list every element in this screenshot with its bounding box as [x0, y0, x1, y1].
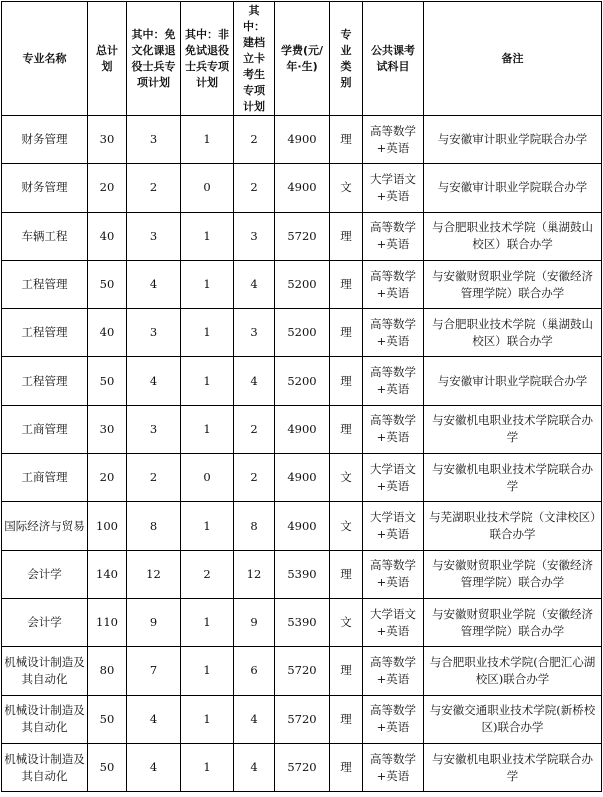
- major-cell: 工程管理: [2, 357, 88, 405]
- total-cell: 20: [88, 164, 127, 212]
- exam-subjects-cell: 大学语文+英语: [363, 454, 424, 502]
- poverty-plan-cell: 2: [234, 405, 275, 453]
- exam-subjects-cell: 高等数学+英语: [363, 695, 424, 743]
- category-cell: 理: [330, 116, 363, 164]
- note-cell: 与安徽财贸职业学院（安徽经济管理学院）联合办学: [424, 260, 602, 308]
- header-non-exempt-plan: 其中：非免试退役士兵专项计划: [181, 2, 234, 116]
- non-exempt-plan-cell: 1: [181, 405, 234, 453]
- non-exempt-plan-cell: 1: [181, 212, 234, 260]
- note-cell: 与安徽机电职业技术学院联合办学: [424, 454, 602, 502]
- major-cell: 工商管理: [2, 405, 88, 453]
- note-cell: 与安徽财贸职业学院（安徽经济管理学院）联合办学: [424, 550, 602, 598]
- exam-subjects-cell: 高等数学+英语: [363, 743, 424, 791]
- total-cell: 50: [88, 695, 127, 743]
- exempt-plan-cell: 3: [127, 212, 181, 260]
- category-cell: 理: [330, 550, 363, 598]
- category-cell: 理: [330, 212, 363, 260]
- tuition-cell: 4900: [275, 116, 330, 164]
- category-cell: 文: [330, 164, 363, 212]
- table-row: [2, 260, 602, 308]
- non-exempt-plan-cell: 1: [181, 598, 234, 646]
- note-cell: 与安徽交通职业技术学院(新桥校区)联合办学: [424, 695, 602, 743]
- category-cell: 理: [330, 743, 363, 791]
- total-cell: 140: [88, 550, 127, 598]
- note-cell: 与安徽机电职业技术学院联合办学: [424, 405, 602, 453]
- header-major: 专业名称: [2, 2, 88, 116]
- note-cell: 与合肥职业技术学院(合肥汇心湖校区)联合办学: [424, 647, 602, 695]
- major-cell: 会计学: [2, 550, 88, 598]
- header-exempt-plan: 其中：免文化课退役士兵专项计划: [127, 2, 181, 116]
- poverty-plan-cell: 6: [234, 647, 275, 695]
- poverty-plan-cell: 4: [234, 695, 275, 743]
- tuition-cell: 5720: [275, 212, 330, 260]
- exempt-plan-cell: 2: [127, 164, 181, 212]
- exam-subjects-cell: 高等数学+英语: [363, 116, 424, 164]
- tuition-cell: 5720: [275, 647, 330, 695]
- table-row: [2, 309, 602, 357]
- non-exempt-plan-cell: 1: [181, 743, 234, 791]
- table-row: [2, 598, 602, 646]
- poverty-plan-cell: 8: [234, 502, 275, 550]
- category-cell: 理: [330, 260, 363, 308]
- exempt-plan-cell: 4: [127, 260, 181, 308]
- category-cell: 文: [330, 454, 363, 502]
- exam-subjects-cell: 高等数学+英语: [363, 405, 424, 453]
- exam-subjects-cell: 大学语文+英语: [363, 502, 424, 550]
- major-cell: 机械设计制造及其自动化: [2, 647, 88, 695]
- table-body: [2, 116, 602, 792]
- note-cell: 与安徽机电职业技术学院联合办学: [424, 743, 602, 791]
- enrollment-plan-table: [1, 1, 602, 792]
- exempt-plan-cell: 7: [127, 647, 181, 695]
- header-total: 总计划: [88, 2, 127, 116]
- exam-subjects-cell: 高等数学+英语: [363, 260, 424, 308]
- non-exempt-plan-cell: 0: [181, 454, 234, 502]
- major-cell: 国际经济与贸易: [2, 502, 88, 550]
- header-notes: 备注: [424, 2, 602, 116]
- table-row: [2, 405, 602, 453]
- header-tuition: 学费(元/年·生): [275, 2, 330, 116]
- exempt-plan-cell: 3: [127, 309, 181, 357]
- major-cell: 工程管理: [2, 260, 88, 308]
- tuition-cell: 5390: [275, 550, 330, 598]
- header-poverty-plan: 其中：建档立卡考生专项计划: [234, 2, 275, 116]
- non-exempt-plan-cell: 1: [181, 502, 234, 550]
- category-cell: 理: [330, 357, 363, 405]
- note-cell: 与芜湖职业技术学院（文津校区）联合办学: [424, 502, 602, 550]
- tuition-cell: 5200: [275, 357, 330, 405]
- table-row: [2, 454, 602, 502]
- non-exempt-plan-cell: 1: [181, 116, 234, 164]
- exam-subjects-cell: 高等数学+英语: [363, 357, 424, 405]
- poverty-plan-cell: 4: [234, 357, 275, 405]
- table-row: [2, 550, 602, 598]
- total-cell: 50: [88, 357, 127, 405]
- category-cell: 理: [330, 405, 363, 453]
- total-cell: 40: [88, 212, 127, 260]
- major-cell: 机械设计制造及其自动化: [2, 695, 88, 743]
- tuition-cell: 4900: [275, 164, 330, 212]
- major-cell: 财务管理: [2, 116, 88, 164]
- table-row: [2, 695, 602, 743]
- poverty-plan-cell: 2: [234, 116, 275, 164]
- exam-subjects-cell: 高等数学+英语: [363, 212, 424, 260]
- exempt-plan-cell: 8: [127, 502, 181, 550]
- exam-subjects-cell: 高等数学+英语: [363, 647, 424, 695]
- exempt-plan-cell: 4: [127, 743, 181, 791]
- non-exempt-plan-cell: 1: [181, 695, 234, 743]
- exempt-plan-cell: 3: [127, 116, 181, 164]
- poverty-plan-cell: 2: [234, 164, 275, 212]
- major-cell: 财务管理: [2, 164, 88, 212]
- total-cell: 20: [88, 454, 127, 502]
- table-row: [2, 164, 602, 212]
- exempt-plan-cell: 12: [127, 550, 181, 598]
- exam-subjects-cell: 大学语文+英语: [363, 164, 424, 212]
- table-row: [2, 116, 602, 164]
- total-cell: 110: [88, 598, 127, 646]
- table-row: [2, 502, 602, 550]
- non-exempt-plan-cell: 2: [181, 550, 234, 598]
- tuition-cell: 5200: [275, 309, 330, 357]
- header-exam-subjects: 公共课考试科目: [363, 2, 424, 116]
- note-cell: 与安徽审计职业学院联合办学: [424, 164, 602, 212]
- exam-subjects-cell: 高等数学+英语: [363, 309, 424, 357]
- non-exempt-plan-cell: 1: [181, 647, 234, 695]
- note-cell: 与合肥职业技术学院（巢湖鼓山校区）联合办学: [424, 309, 602, 357]
- major-cell: 会计学: [2, 598, 88, 646]
- tuition-cell: 4900: [275, 502, 330, 550]
- exam-subjects-cell: 高等数学+英语: [363, 550, 424, 598]
- exempt-plan-cell: 9: [127, 598, 181, 646]
- tuition-cell: 5720: [275, 743, 330, 791]
- header-row: [2, 2, 602, 116]
- note-cell: 与合肥职业技术学院（巢湖鼓山校区）联合办学: [424, 212, 602, 260]
- tuition-cell: 5200: [275, 260, 330, 308]
- total-cell: 50: [88, 743, 127, 791]
- total-cell: 50: [88, 260, 127, 308]
- table-row: [2, 357, 602, 405]
- non-exempt-plan-cell: 1: [181, 309, 234, 357]
- tuition-cell: 5390: [275, 598, 330, 646]
- poverty-plan-cell: 4: [234, 743, 275, 791]
- major-cell: 车辆工程: [2, 212, 88, 260]
- note-cell: 与安徽财贸职业学院（安徽经济管理学院）联合办学: [424, 598, 602, 646]
- poverty-plan-cell: 3: [234, 309, 275, 357]
- tuition-cell: 5720: [275, 695, 330, 743]
- poverty-plan-cell: 4: [234, 260, 275, 308]
- category-cell: 理: [330, 695, 363, 743]
- exempt-plan-cell: 3: [127, 405, 181, 453]
- category-cell: 文: [330, 502, 363, 550]
- category-cell: 文: [330, 598, 363, 646]
- total-cell: 30: [88, 116, 127, 164]
- exam-subjects-cell: 大学语文+英语: [363, 598, 424, 646]
- table-row: [2, 212, 602, 260]
- total-cell: 100: [88, 502, 127, 550]
- non-exempt-plan-cell: 1: [181, 260, 234, 308]
- poverty-plan-cell: 2: [234, 454, 275, 502]
- total-cell: 80: [88, 647, 127, 695]
- exempt-plan-cell: 4: [127, 357, 181, 405]
- tuition-cell: 4900: [275, 405, 330, 453]
- tuition-cell: 4900: [275, 454, 330, 502]
- total-cell: 30: [88, 405, 127, 453]
- exempt-plan-cell: 4: [127, 695, 181, 743]
- table-row: [2, 647, 602, 695]
- non-exempt-plan-cell: 0: [181, 164, 234, 212]
- poverty-plan-cell: 12: [234, 550, 275, 598]
- exempt-plan-cell: 2: [127, 454, 181, 502]
- major-cell: 机械设计制造及其自动化: [2, 743, 88, 791]
- note-cell: 与安徽审计职业学院联合办学: [424, 116, 602, 164]
- note-cell: 与安徽审计职业学院联合办学: [424, 357, 602, 405]
- total-cell: 40: [88, 309, 127, 357]
- table-row: [2, 743, 602, 791]
- non-exempt-plan-cell: 1: [181, 357, 234, 405]
- major-cell: 工程管理: [2, 309, 88, 357]
- major-cell: 工商管理: [2, 454, 88, 502]
- poverty-plan-cell: 9: [234, 598, 275, 646]
- poverty-plan-cell: 3: [234, 212, 275, 260]
- header-category: 专业类别: [330, 2, 363, 116]
- category-cell: 理: [330, 647, 363, 695]
- category-cell: 理: [330, 309, 363, 357]
